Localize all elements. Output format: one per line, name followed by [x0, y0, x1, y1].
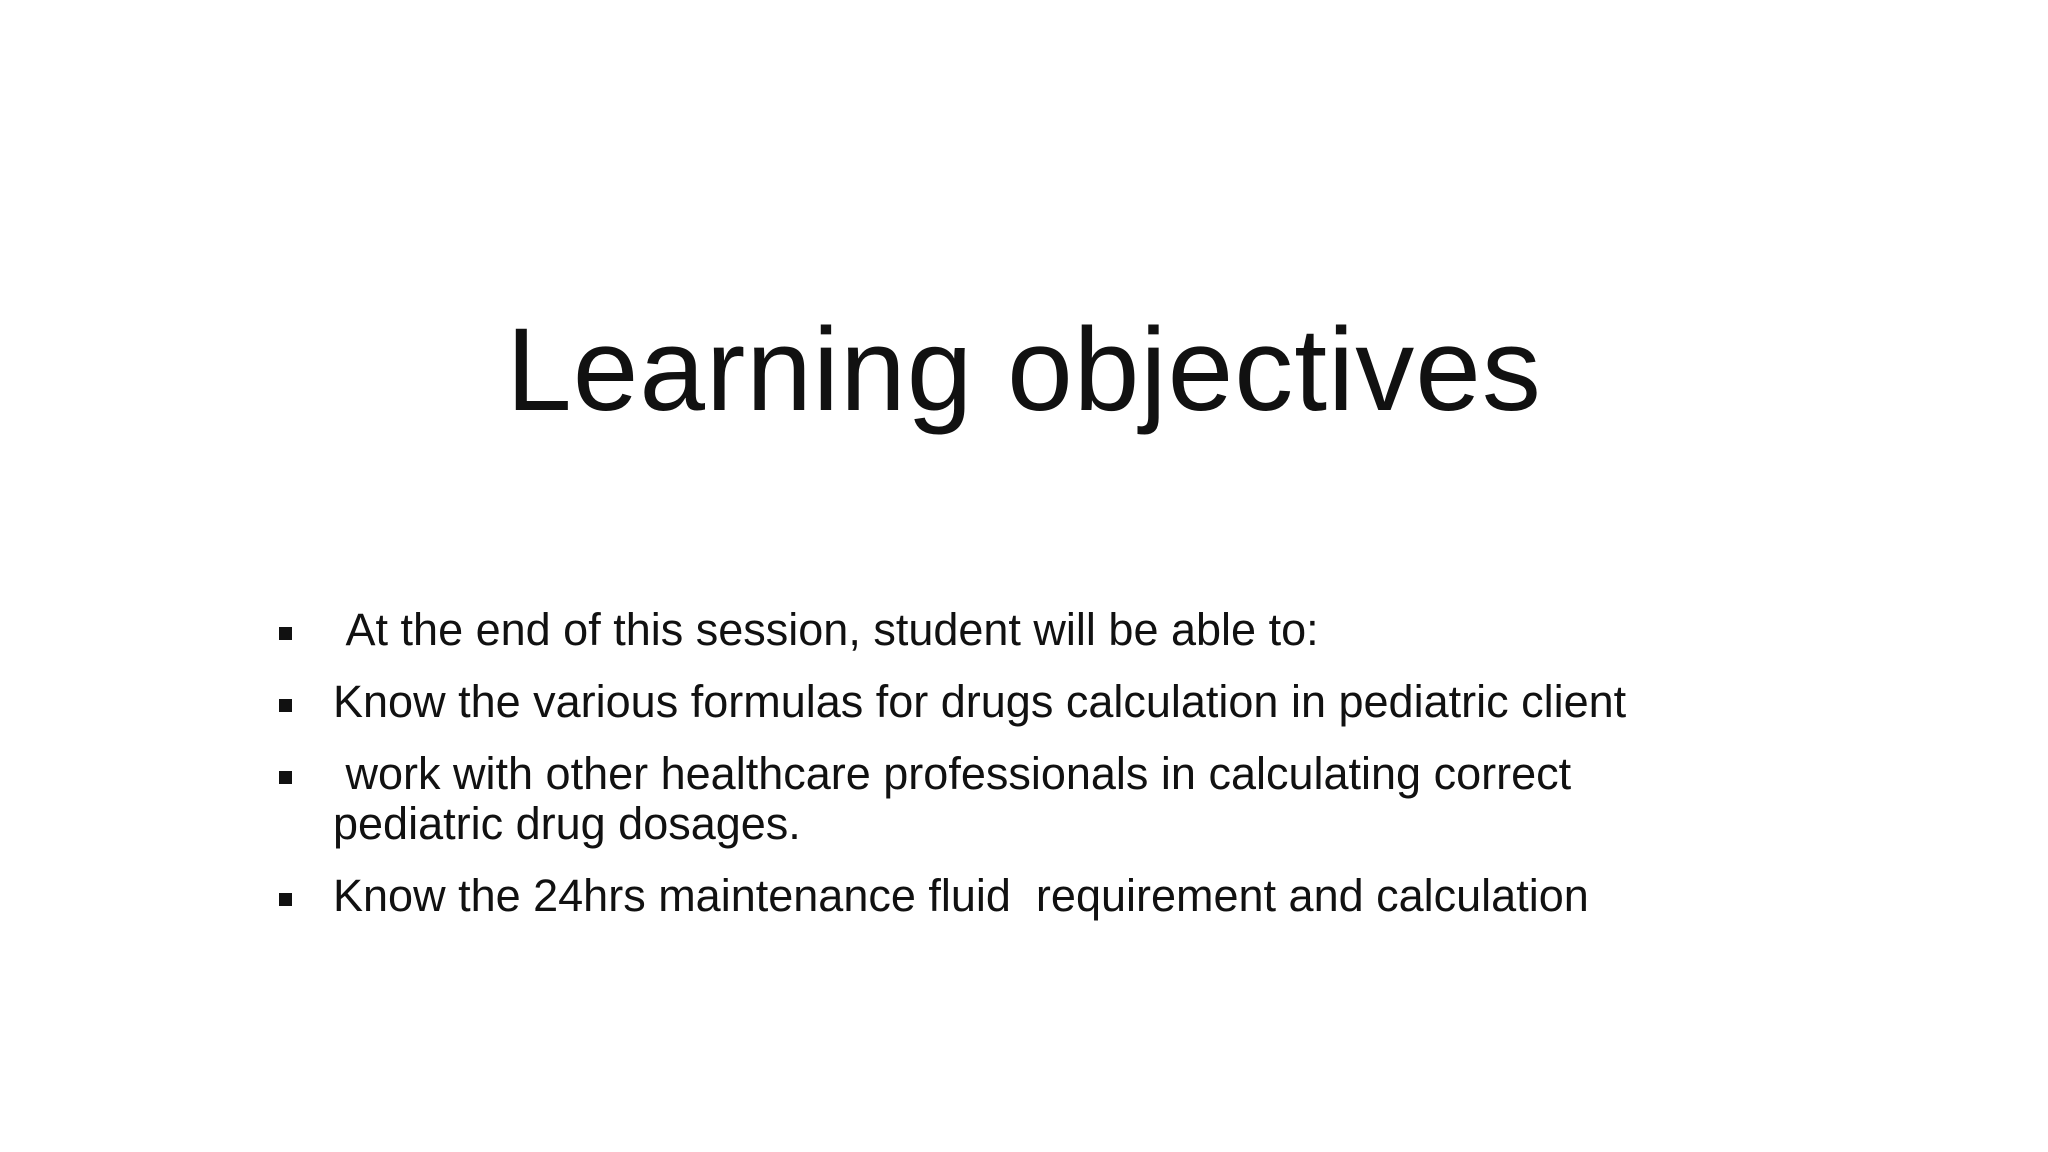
square-bullet-icon	[279, 893, 292, 906]
square-bullet-icon	[279, 699, 292, 712]
list-item	[275, 871, 1775, 921]
list-item-text: Know the 24hrs maintenance fluid requirement and calculation	[333, 870, 1589, 921]
square-bullet-icon	[279, 627, 292, 640]
square-bullet-icon	[279, 771, 292, 784]
list-item-text: work with other healthcare professionals in calculating correct pediatric drug dosages.	[333, 748, 1572, 849]
list-item-text: At the end of this session, student will be able to:	[333, 604, 1319, 655]
list-item	[275, 749, 1775, 849]
list-item-text: Know the various formulas for drugs calculation in pediatric client	[333, 676, 1627, 727]
list-item	[275, 605, 1775, 655]
objectives-list	[275, 605, 1775, 921]
list-item	[275, 677, 1775, 727]
slide-title: Learning objectives	[506, 304, 1542, 436]
